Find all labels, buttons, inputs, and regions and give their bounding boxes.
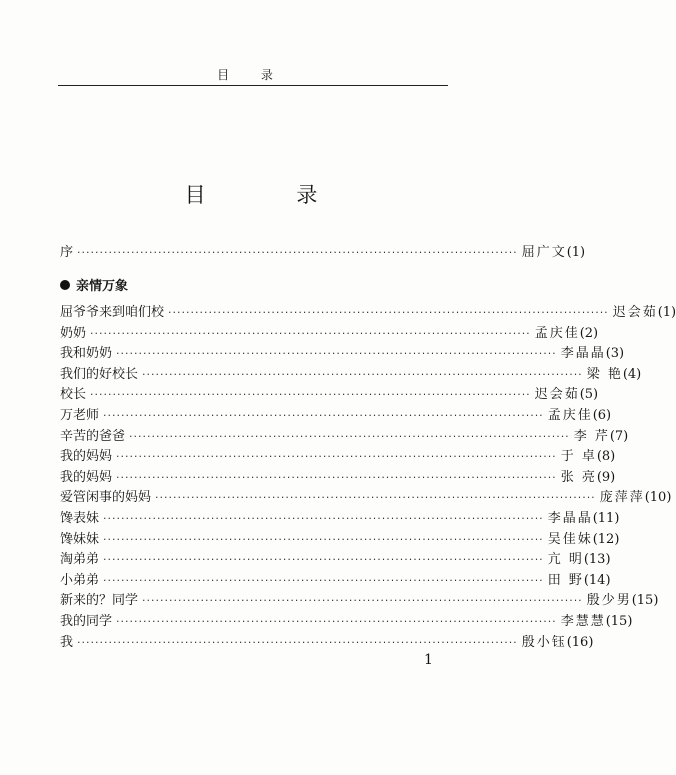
leader-dots: ·································································································· — [103, 532, 544, 546]
toc-entry-author-page — [548, 550, 611, 570]
leader-dots: ·································································································· — [116, 347, 557, 361]
toc-entry-author: 亢 明 — [547, 552, 584, 568]
toc-entry[interactable] — [60, 530, 620, 550]
toc-entry-page: (3) — [605, 346, 625, 362]
leader-dots: ·································································································· — [142, 367, 583, 381]
leader-dots: ·································································································· — [77, 246, 518, 259]
toc-entry-page: (14) — [583, 572, 611, 588]
toc-entry-author: 田 野 — [547, 572, 584, 588]
page-number: 1 — [424, 652, 433, 668]
toc-entry-author-page — [587, 591, 659, 611]
toc-entry-page: (15) — [631, 593, 659, 609]
toc-entry[interactable] — [60, 385, 599, 405]
toc-entry-author: 梁 艳 — [586, 366, 623, 382]
toc-entry-page: (6) — [592, 408, 612, 423]
toc-entry[interactable] — [60, 406, 612, 426]
toc-entry-title: 奶奶 — [60, 325, 87, 341]
toc-entry-author-page — [587, 365, 642, 385]
leader-dots: ·································································································· — [90, 326, 531, 340]
toc-entry[interactable] — [60, 365, 642, 385]
toc-entry-title: 馋表妹 — [60, 511, 100, 526]
running-header: 目 录 — [217, 68, 287, 82]
toc-entry[interactable] — [60, 324, 599, 344]
toc-entry-author-page — [561, 447, 616, 467]
toc-entry-page: (2) — [579, 325, 599, 341]
toc-entry[interactable] — [60, 591, 659, 611]
toc-entry-title: 馋妹妹 — [60, 531, 100, 547]
toc-entry-author-page — [561, 344, 624, 364]
leader-dots: ·································································································· — [77, 635, 518, 649]
toc-entry-author-page — [561, 468, 616, 488]
toc-entry[interactable] — [60, 468, 616, 488]
toc-entry-author-page — [600, 488, 672, 508]
toc-entry-title: 辛苦的爸爸 — [60, 428, 126, 444]
toc-entry-title: 我和奶奶 — [60, 346, 113, 362]
toc-entry-author: 孟庆佳 — [534, 325, 580, 341]
leader-dots: ·································································································· — [116, 450, 557, 464]
toc-entry[interactable] — [60, 344, 625, 364]
toc-entry-title: 新来的？同学 — [60, 593, 139, 609]
toc-entry-author-page — [522, 633, 594, 653]
toc-entry-author: 孟庆佳 — [547, 408, 593, 423]
toc-entry[interactable] — [60, 550, 611, 570]
toc-entry-author: 李晶晶 — [560, 346, 606, 362]
toc-entry-author-page — [561, 612, 633, 632]
toc-entry[interactable] — [60, 447, 616, 467]
leader-dots: ·································································································· — [103, 573, 544, 587]
toc-entry-author: 吴佳妹 — [547, 531, 593, 547]
toc-entry-author-page — [613, 303, 676, 323]
section-heading-label: 亲情万象 — [76, 279, 129, 294]
toc-entry-page: (1) — [566, 245, 586, 260]
toc-entry-author: 庞萍萍 — [599, 490, 645, 506]
toc-entry[interactable] — [60, 427, 629, 447]
toc-entry-page: (15) — [605, 614, 633, 629]
toc-entry-author: 于 卓 — [560, 449, 597, 465]
toc-entry-page: (12) — [592, 531, 620, 547]
toc-entry-author: 殷小钰 — [521, 634, 567, 650]
toc-entry-title: 屈爷爷来到咱们校 — [60, 305, 165, 320]
bullet-icon — [60, 280, 70, 290]
leader-dots: ·································································································· — [155, 491, 596, 505]
toc-entry[interactable] — [60, 488, 672, 508]
toc-entry-title: 我 — [60, 634, 74, 650]
leader-dots: ·································································································· — [116, 470, 557, 484]
toc-entry[interactable] — [60, 303, 676, 323]
header-rule — [58, 85, 448, 86]
toc-entry-author-page — [548, 571, 611, 591]
toc-entry-title: 我们的好校长 — [60, 366, 139, 382]
toc-entry-author-page — [535, 324, 598, 344]
toc-entry-author: 迟会茹 — [534, 387, 580, 403]
toc-entry-author-page — [574, 427, 629, 447]
toc-entry-title: 我的妈妈 — [60, 469, 113, 485]
toc-entry-title: 爱管闲事的妈妈 — [60, 490, 152, 506]
toc-entry-page: (8) — [596, 449, 616, 465]
leader-dots: ·································································································· — [103, 409, 544, 422]
toc-entry-author-page — [548, 530, 620, 550]
toc-entry-page: (11) — [592, 511, 620, 526]
toc-entry-author-page — [548, 406, 611, 426]
toc-entry-author-page — [535, 385, 598, 405]
toc-entry[interactable] — [60, 509, 620, 529]
leader-dots: ·································································································· — [168, 306, 609, 319]
leader-dots: ·································································································· — [129, 429, 570, 443]
leader-dots: ·································································································· — [116, 615, 557, 628]
toc-entry-author-page — [548, 509, 620, 529]
toc-entry-page: (9) — [596, 469, 616, 485]
page-title: 目 录 — [184, 183, 360, 207]
toc-entry-preface[interactable] — [60, 243, 586, 263]
section-heading — [60, 275, 128, 294]
toc-entry[interactable] — [60, 633, 594, 653]
toc-entry-author-page — [522, 243, 585, 263]
toc-entry-title: 我的妈妈 — [60, 449, 113, 465]
leader-dots: ·································································································· — [90, 388, 531, 402]
toc-entry-page: (4) — [622, 366, 642, 382]
toc-entry-author: 屈广文 — [521, 245, 567, 260]
toc-entry-author: 李慧慧 — [560, 614, 606, 629]
toc-entry[interactable] — [60, 612, 633, 632]
toc-entry-page: (5) — [579, 387, 599, 403]
toc-entry[interactable] — [60, 571, 611, 591]
toc-entry-author: 张 亮 — [560, 469, 597, 485]
toc-entry-title: 校长 — [60, 387, 87, 403]
toc-entry-title: 万老师 — [60, 408, 100, 423]
toc-entry-page: (7) — [609, 428, 629, 444]
toc-entry-title: 淘弟弟 — [60, 552, 100, 568]
leader-dots: ·································································································· — [103, 512, 544, 525]
toc-entry-title: 我的同学 — [60, 614, 113, 629]
toc-entry-author: 李 芹 — [573, 428, 610, 444]
toc-entry-title: 序 — [60, 245, 74, 260]
leader-dots: ·································································································· — [103, 553, 544, 567]
toc-entry-page: (1) — [657, 305, 676, 320]
leader-dots: ·································································································· — [142, 594, 583, 608]
toc-entry-page: (16) — [566, 634, 594, 650]
toc-entry-author: 迟会茹 — [612, 305, 658, 320]
toc-entry-title: 小弟弟 — [60, 572, 100, 588]
toc-entry-page: (10) — [644, 490, 672, 506]
toc-entry-author: 殷少男 — [586, 593, 632, 609]
toc-entry-author: 李晶晶 — [547, 511, 593, 526]
toc-entry-page: (13) — [583, 552, 611, 568]
